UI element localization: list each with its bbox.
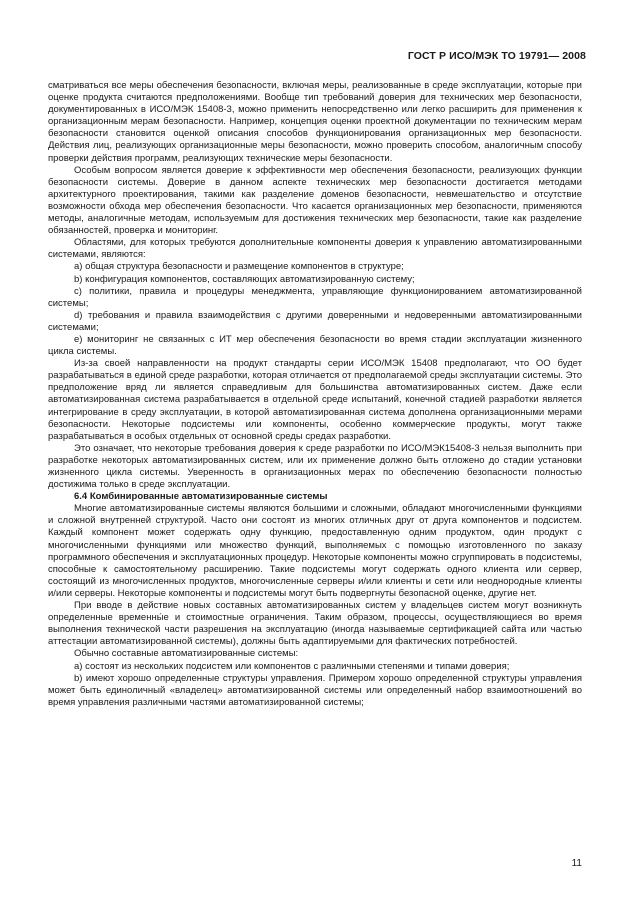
document-header: ГОСТ Р ИСО/МЭК ТО 19791— 2008 <box>407 50 586 62</box>
paragraph: Особым вопросом является доверие к эффективности мер обеспечения безопасности, реализующих функции безопасности системы. Доверие в данном аспекте технических мер безопасности достигается методами архитектурного проектирования, такими как разделение доменов безопасности, невмешательство и отсутствие возможности обхода мер обеспечения безопасности. Что касается организационных мер безопасности, применяются методы, аналогичные методам, используемым для достижения технических мер безопасности, такие как разделение обязанностей, проверка и мониторинг. <box>48 164 582 237</box>
paragraph: Из-за своей направленности на продукт стандарты серии ИСО/МЭК 15408 предполагают, что ОО будет разрабатываться в единой среде разработки, которая отличается от предполагаемой среды эксплуатации системы. Это предположение вряд ли является справедливым для большинства автоматизированных систем. Даже если автоматизированная система разрабатывается в отдельной среде испытаний, конечной стадией разработки является интегрирование в среду эксплуатации, в которой автоматизированная система дополнена организационными мерами безопасности. Некоторые подсистемы или компоненты, особенно коммерческие продукты, могут также разрабатываться в особых отдельных от основной среды средах разработки. <box>48 358 582 442</box>
paragraph: Многие автоматизированные системы являются большими и сложными, обладают многочисленными функциями и сложной внутренней структурой. Часто они состоят из многих отличных друг от друга компонентов и подсистем. Каждый компонент может содержать одну функцию, предоставленную одним продуктом, один продукт с многочисленными функциями или множество функций, выполняемых с помощью изготовленного по заказу программного обеспечения и эксплуатационных процедур. Некоторые компоненты можно сгруппировать в подсистемы, способные к самостоятельному расширению. Такие подсистемы могут содержать одного клиента или сервер, состоящий из многочисленных продуктов, многочисленные серверы и/или клиенты и сети или неоднородные клиенты и/или серверы. Некоторые компоненты и подсистемы могут быть подвергнуты безопасной оценке, другие нет. <box>48 503 582 599</box>
paragraph: d) требования и правила взаимодействия с другими доверенными и недоверенными автоматизированными системами; <box>48 309 582 333</box>
paragraph: e) мониторинг не связанных с ИТ мер обеспечения безопасности во время стадии эксплуатации жизненного цикла системы. <box>48 333 582 358</box>
paragraph: Областями, для которых требуются дополнительные компоненты доверия к управлению автоматизированными системами, являются: <box>48 237 582 261</box>
paragraph: a) общая структура безопасности и размещение компонентов в структуре; <box>74 261 404 273</box>
paragraph: b) имеют хорошо определенные структуры управления. Примером хорошо определенной структуры управления может быть единоличный «владелец» автоматизированной системы или определенный набор взаимоотношений во время управления различными частями автоматизированной системы; <box>48 672 582 708</box>
paragraph: a) состоят из нескольких подсистем или компонентов с различными степенями и типами доверия; <box>74 660 510 672</box>
paragraph: Обычно составные автоматизированные системы: <box>74 648 299 660</box>
paragraph: b) конфигурация компонентов, составляющих автоматизированную систему; <box>74 273 415 285</box>
page-number: 11 <box>571 858 582 869</box>
paragraph: сматриваться все меры обеспечения безопасности, включая меры, реализованные в среде эксплуатации, которые при оценке продукта считаются предположениями. Вообще тип требований доверия для технических мер безопасности, документированных в ИСО/МЭК 15408-3, можно применить непосредственно или легко расширить для применения к организационным мерам безопасности. Например, концепция оценки проектной документации по техническим мерам безопасности становится оценкой описания способов функционирования организационных мер безопасности. Действия лиц, реализующих организационные меры безопасности, можно проверить способом, аналогичным способу проверки действия программ, реализующих технические меры безопасности. <box>48 80 582 164</box>
document-body <box>48 80 582 709</box>
section-heading: 6.4 Комбинированные автоматизированные системы <box>74 491 328 503</box>
paragraph: c) политики, правила и процедуры менеджмента, управляющие функционированием автоматизированной системы; <box>48 285 582 309</box>
paragraph: Это означает, что некоторые требования доверия к среде разработки по ИСО/МЭК15408-3 нельзя выполнить при разработке некоторых автоматизированных систем, или их применение должно быть отложено до стадии установки жизненного цикла системы. Уверенность в организационных мерах по обеспечению безопасности полностью достижима только в среде эксплуатации. <box>48 442 582 491</box>
paragraph: При вводе в действие новых составных автоматизированных систем у владельцев систем могут возникнуть определенные временны́е и стоимостные ограничения. Таким образом, процессы, осуществляющиеся во время выполнения технической части разрешения на эксплуатацию (иногда называемые сертификацией сайта или частью аттестации автоматизированной системы), должны быть адаптируемыми для фактических потребностей. <box>48 600 582 648</box>
